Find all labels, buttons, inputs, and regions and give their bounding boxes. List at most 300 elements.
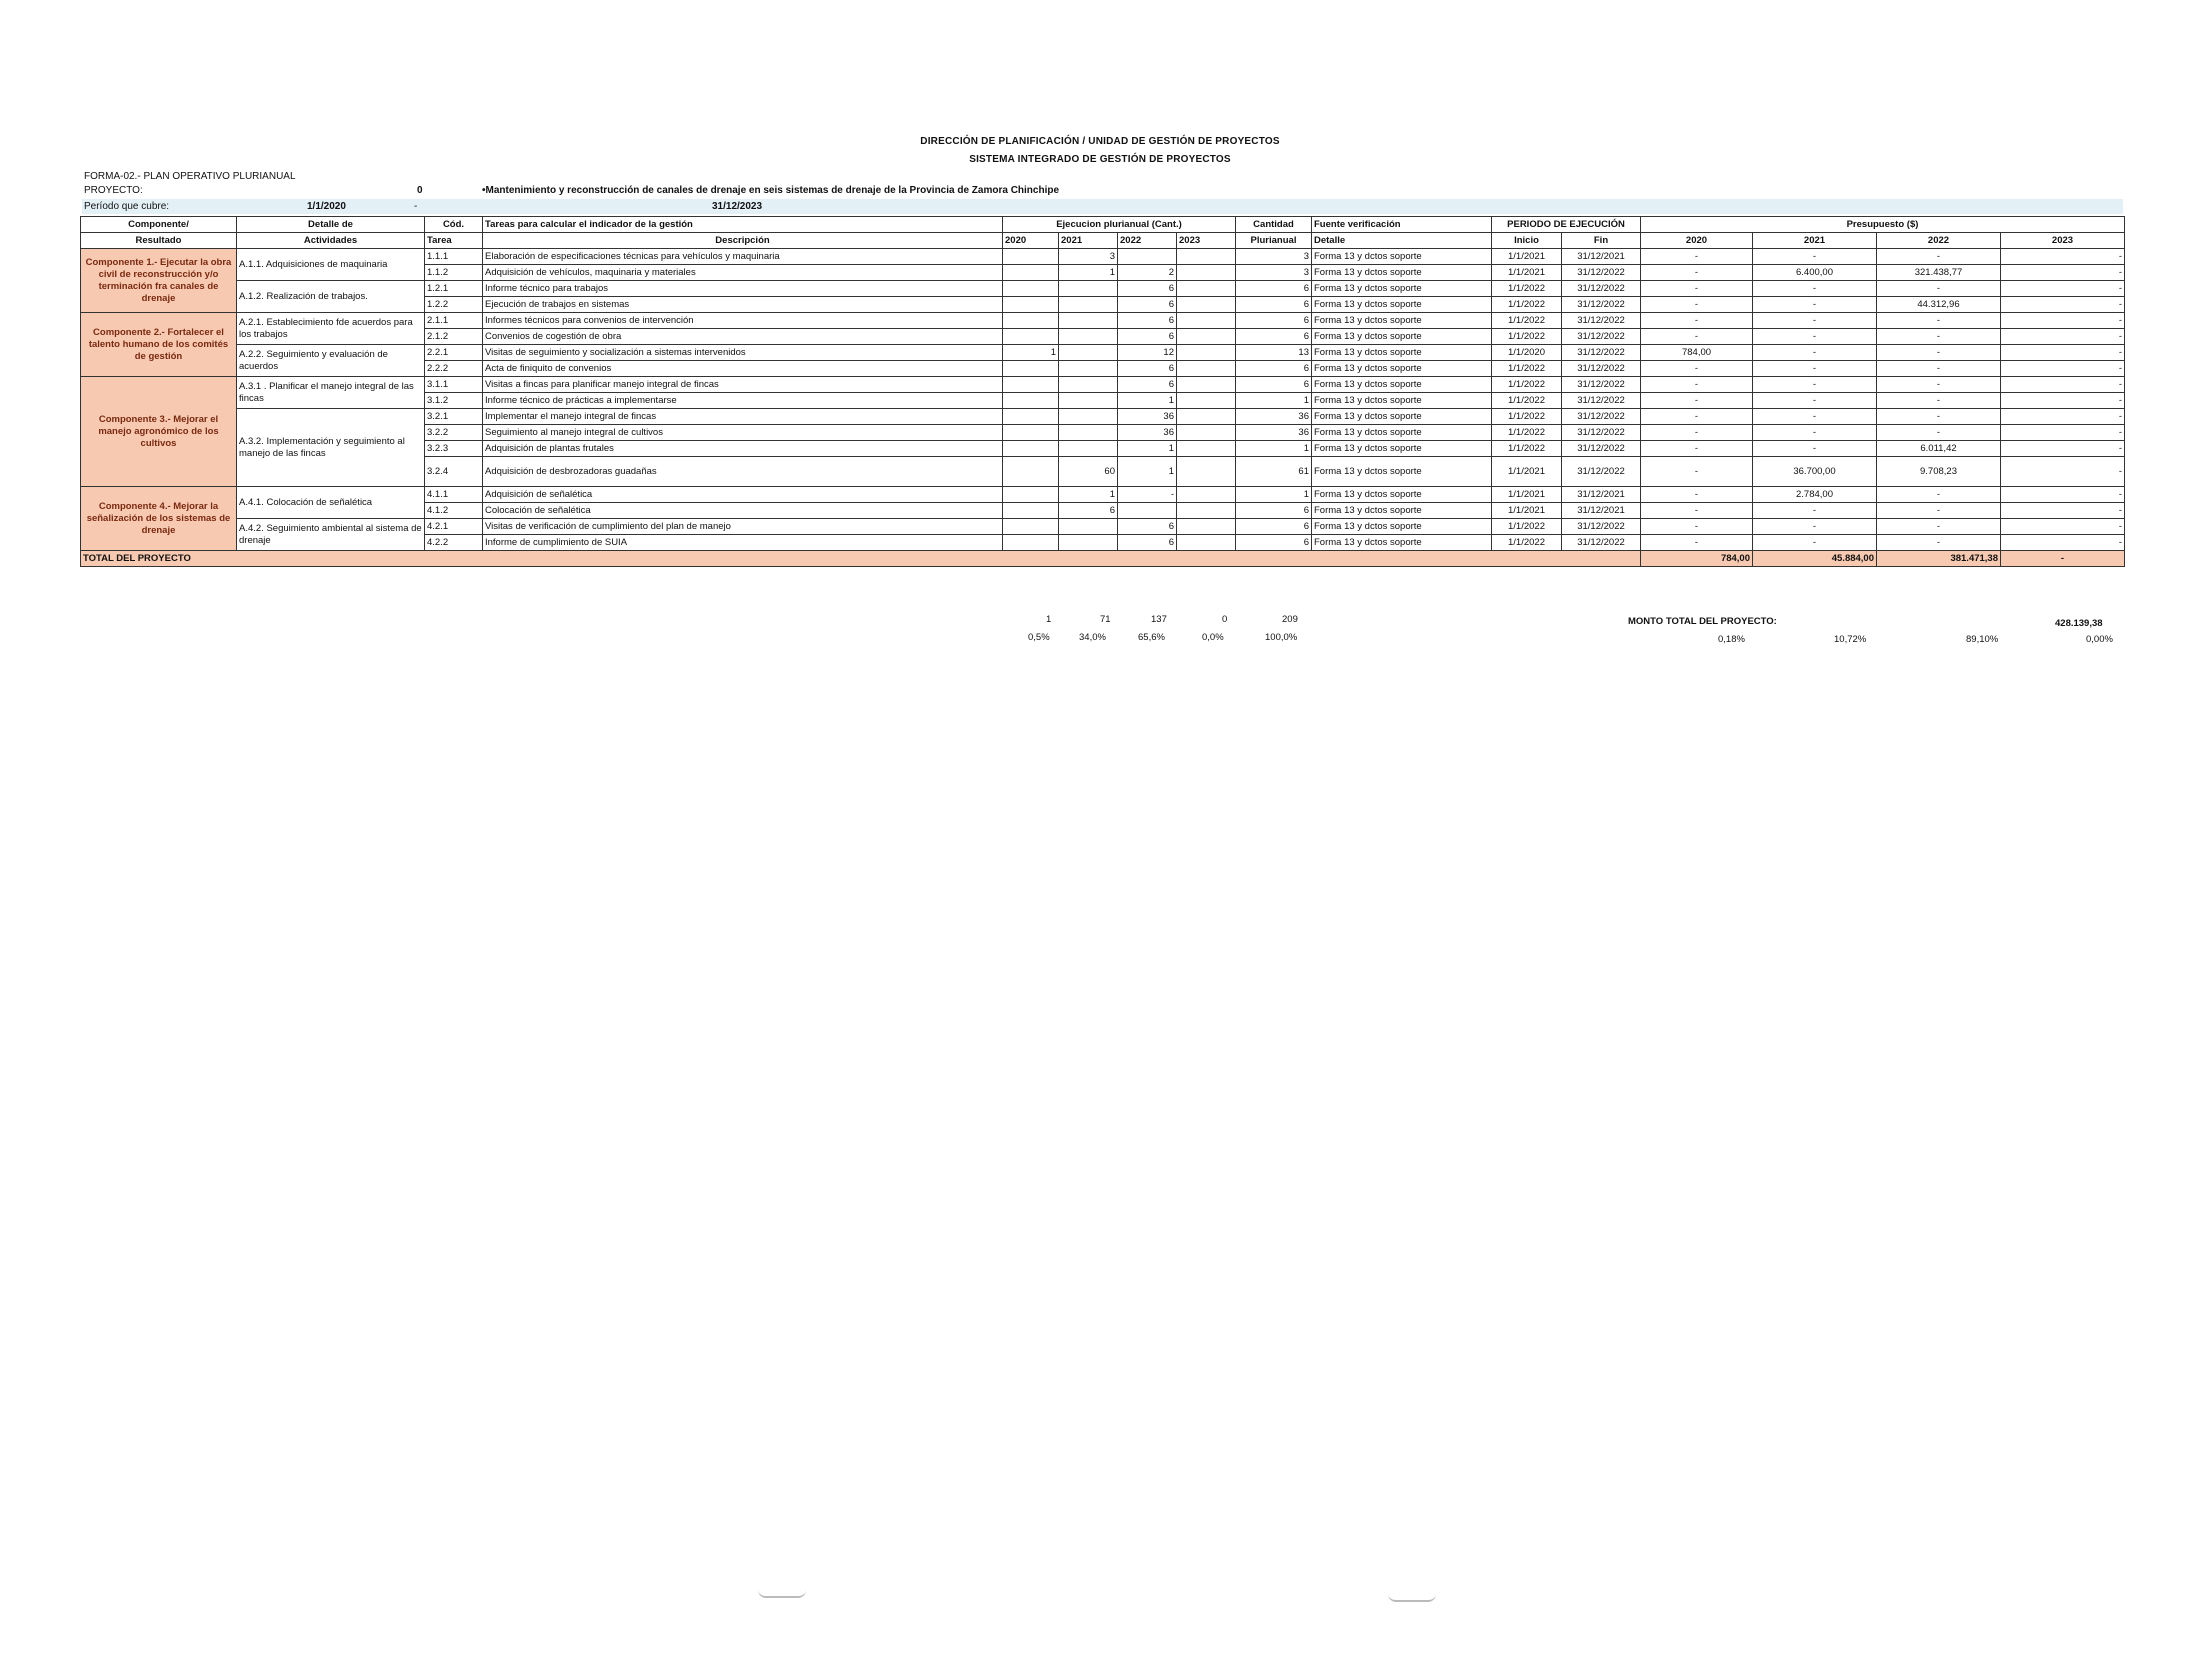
qty-2022: 12: [1118, 345, 1177, 361]
qty-2020: [1003, 393, 1059, 409]
verification-source: Forma 13 y dctos soporte: [1312, 393, 1492, 409]
budget-2020: -: [1641, 409, 1753, 425]
qty-2021: 1: [1059, 265, 1118, 281]
qty-2022: 36: [1118, 409, 1177, 425]
col-q-2021: 2021: [1059, 233, 1118, 249]
component-cell: Componente 2.- Fortalecer el talento humano de los comités de gestión: [81, 313, 237, 377]
col-tareas-title: Tareas para calcular el indicador de la gestión: [483, 217, 1003, 233]
budget-2022: -: [1877, 313, 2001, 329]
pct-q-2022: 65,6%: [1138, 632, 1165, 643]
period-label: Período que cubre:: [84, 201, 170, 212]
budget-2022: -: [1877, 329, 2001, 345]
budget-2020: -: [1641, 281, 1753, 297]
budget-2020: -: [1641, 425, 1753, 441]
operative-plan-table: [80, 216, 2125, 567]
col-q-2022: 2022: [1118, 233, 1177, 249]
verification-source: Forma 13 y dctos soporte: [1312, 329, 1492, 345]
budget-2020: -: [1641, 265, 1753, 281]
qty-2022: 1: [1118, 457, 1177, 487]
qty-total: 3: [1236, 265, 1312, 281]
qty-2021: [1059, 297, 1118, 313]
qty-2020: [1003, 425, 1059, 441]
qty-2020: [1003, 313, 1059, 329]
task-code: 3.2.2: [425, 425, 483, 441]
component-cell: Componente 1.- Ejecutar la obra civil de reconstrucción y/o terminación fra canales de drenaje: [81, 249, 237, 313]
verification-source: Forma 13 y dctos soporte: [1312, 297, 1492, 313]
qty-2020: [1003, 281, 1059, 297]
pct-q-total: 100,0%: [1265, 632, 1298, 643]
budget-2020: -: [1641, 329, 1753, 345]
qty-2022: 6: [1118, 281, 1177, 297]
header-row-2: [81, 233, 2125, 249]
budget-2021: -: [1753, 503, 1877, 519]
start-date: 1/1/2022: [1492, 519, 1562, 535]
verification-source: Forma 13 y dctos soporte: [1312, 519, 1492, 535]
pct-q-2020: 0,5%: [1028, 632, 1050, 643]
total-2023: -: [2001, 551, 2125, 567]
task-description: Elaboración de especificaciones técnicas para vehículos y maquinaria: [483, 249, 1003, 265]
qty-total: 6: [1236, 503, 1312, 519]
task-description: Convenios de cogestión de obra: [483, 329, 1003, 345]
qty-2021: [1059, 377, 1118, 393]
end-date: 31/12/2022: [1562, 457, 1641, 487]
budget-2022: -: [1877, 487, 2001, 503]
budget-2023: -: [2001, 393, 2125, 409]
start-date: 1/1/2022: [1492, 313, 1562, 329]
budget-2022: -: [1877, 345, 2001, 361]
qty-2020: [1003, 487, 1059, 503]
task-description: Visitas a fincas para planificar manejo integral de fincas: [483, 377, 1003, 393]
verification-source: Forma 13 y dctos soporte: [1312, 345, 1492, 361]
col-detalle-fuente: Detalle: [1312, 233, 1492, 249]
col-q-2020: 2020: [1003, 233, 1059, 249]
qty-2022: 6: [1118, 519, 1177, 535]
header-subtitle: SISTEMA INTEGRADO DE GESTIÓN DE PROYECTOS: [969, 154, 1231, 165]
start-date: 1/1/2022: [1492, 297, 1562, 313]
verification-source: Forma 13 y dctos soporte: [1312, 425, 1492, 441]
monto-total-value: 428.139,38: [2055, 618, 2103, 629]
task-code: 3.2.4: [425, 457, 483, 487]
task-description: Adquisición de vehículos, maquinaria y materiales: [483, 265, 1003, 281]
verification-source: Forma 13 y dctos soporte: [1312, 313, 1492, 329]
budget-2022: -: [1877, 519, 2001, 535]
qty-total: 61: [1236, 457, 1312, 487]
budget-2023: -: [2001, 313, 2125, 329]
col-tarea: Tarea: [425, 233, 483, 249]
sum-q-2020: 1: [1046, 614, 1052, 625]
sum-q-2023: 0: [1222, 614, 1228, 625]
budget-2022: -: [1877, 393, 2001, 409]
budget-2021: 36.700,00: [1753, 457, 1877, 487]
budget-2022: 44.312,96: [1877, 297, 2001, 313]
budget-2023: -: [2001, 281, 2125, 297]
col-p-2020: 2020: [1641, 233, 1753, 249]
budget-2021: -: [1753, 441, 1877, 457]
budget-2022: -: [1877, 503, 2001, 519]
project-code: 0: [417, 185, 423, 196]
qty-2021: [1059, 519, 1118, 535]
qty-2023: [1177, 281, 1236, 297]
end-date: 31/12/2022: [1562, 297, 1641, 313]
end-date: 31/12/2022: [1562, 441, 1641, 457]
qty-2021: [1059, 409, 1118, 425]
budget-2023: -: [2001, 297, 2125, 313]
budget-2021: -: [1753, 345, 1877, 361]
budget-2023: -: [2001, 535, 2125, 551]
pct-q-2023: 0,0%: [1202, 632, 1224, 643]
budget-2022: -: [1877, 409, 2001, 425]
total-2022: 381.471,38: [1877, 551, 2001, 567]
period-row: [82, 199, 2123, 214]
budget-2020: -: [1641, 313, 1753, 329]
col-p-2023: 2023: [2001, 233, 2125, 249]
qty-2020: [1003, 249, 1059, 265]
qty-2020: [1003, 377, 1059, 393]
verification-source: Forma 13 y dctos soporte: [1312, 281, 1492, 297]
qty-2020: [1003, 503, 1059, 519]
col-p-2021: 2021: [1753, 233, 1877, 249]
col-ejecucion: Ejecucion plurianual (Cant.): [1003, 217, 1236, 233]
start-date: 1/1/2021: [1492, 249, 1562, 265]
header-title: DIRECCIÓN DE PLANIFICACIÓN / UNIDAD DE GESTIÓN DE PROYECTOS: [920, 136, 1280, 147]
qty-2023: [1177, 361, 1236, 377]
qty-2020: [1003, 265, 1059, 281]
qty-total: 1: [1236, 393, 1312, 409]
end-date: 31/12/2022: [1562, 425, 1641, 441]
qty-2021: [1059, 281, 1118, 297]
budget-2020: -: [1641, 377, 1753, 393]
pct-p-2021: 10,72%: [1834, 634, 1867, 645]
budget-2022: 9.708,23: [1877, 457, 2001, 487]
budget-2021: -: [1753, 393, 1877, 409]
qty-total: 6: [1236, 361, 1312, 377]
qty-total: 6: [1236, 535, 1312, 551]
end-date: 31/12/2022: [1562, 377, 1641, 393]
verification-source: Forma 13 y dctos soporte: [1312, 535, 1492, 551]
activity-cell: A.3.2. Implementación y seguimiento al manejo de las fincas: [237, 409, 425, 487]
end-date: 31/12/2021: [1562, 503, 1641, 519]
qty-total: 6: [1236, 313, 1312, 329]
qty-2023: [1177, 313, 1236, 329]
qty-2023: [1177, 487, 1236, 503]
budget-2021: -: [1753, 249, 1877, 265]
period-separator: -: [414, 201, 418, 212]
budget-2020: -: [1641, 487, 1753, 503]
verification-source: Forma 13 y dctos soporte: [1312, 409, 1492, 425]
budget-2023: -: [2001, 457, 2125, 487]
task-code: 1.1.2: [425, 265, 483, 281]
task-code: 4.1.2: [425, 503, 483, 519]
period-start: 1/1/2020: [307, 201, 346, 212]
task-description: Adquisición de señalética: [483, 487, 1003, 503]
pct-p-2020: 0,18%: [1718, 634, 1745, 645]
task-description: Informes técnicos para convenios de intervención: [483, 313, 1003, 329]
qty-total: 13: [1236, 345, 1312, 361]
end-date: 31/12/2022: [1562, 281, 1641, 297]
qty-2022: 6: [1118, 313, 1177, 329]
task-code: 4.1.1: [425, 487, 483, 503]
col-fuente: Fuente verificación: [1312, 217, 1492, 233]
monto-total-label: MONTO TOTAL DEL PROYECTO:: [1628, 616, 1777, 627]
qty-2020: 1: [1003, 345, 1059, 361]
scan-smudge: [1388, 1594, 1436, 1602]
task-description: Adquisición de desbrozadoras guadañas: [483, 457, 1003, 487]
task-code: 2.1.1: [425, 313, 483, 329]
activity-cell: A.4.2. Seguimiento ambiental al sistema de drenaje: [237, 519, 425, 551]
pct-q-2021: 34,0%: [1079, 632, 1106, 643]
task-description: Visitas de seguimiento y socialización a sistemas intervenidos: [483, 345, 1003, 361]
col-actividades: Actividades: [237, 233, 425, 249]
budget-2021: -: [1753, 361, 1877, 377]
col-plurianual: Plurianual: [1236, 233, 1312, 249]
table-row: [81, 345, 2125, 361]
qty-2022: 6: [1118, 377, 1177, 393]
qty-2022: [1118, 249, 1177, 265]
task-code: 1.1.1: [425, 249, 483, 265]
total-2020: 784,00: [1641, 551, 1753, 567]
budget-2022: -: [1877, 535, 2001, 551]
pct-p-2023: 0,00%: [2086, 634, 2113, 645]
end-date: 31/12/2022: [1562, 535, 1641, 551]
qty-total: 36: [1236, 425, 1312, 441]
start-date: 1/1/2022: [1492, 281, 1562, 297]
start-date: 1/1/2022: [1492, 329, 1562, 345]
qty-2023: [1177, 457, 1236, 487]
qty-2020: [1003, 297, 1059, 313]
col-presupuesto: Presupuesto ($): [1641, 217, 2125, 233]
sum-q-2022: 137: [1151, 614, 1167, 625]
qty-total: 36: [1236, 409, 1312, 425]
start-date: 1/1/2022: [1492, 377, 1562, 393]
sum-q-2021: 71: [1100, 614, 1111, 625]
budget-2023: -: [2001, 345, 2125, 361]
budget-2020: -: [1641, 457, 1753, 487]
table-row: [81, 281, 2125, 297]
qty-2022: -: [1118, 487, 1177, 503]
qty-2021: [1059, 441, 1118, 457]
end-date: 31/12/2022: [1562, 361, 1641, 377]
end-date: 31/12/2021: [1562, 249, 1641, 265]
budget-2022: -: [1877, 361, 2001, 377]
end-date: 31/12/2022: [1562, 329, 1641, 345]
qty-total: 6: [1236, 519, 1312, 535]
project-label: PROYECTO:: [84, 185, 143, 196]
task-description: Seguimiento al manejo integral de cultivos: [483, 425, 1003, 441]
task-description: Visitas de verificación de cumplimiento del plan de manejo: [483, 519, 1003, 535]
start-date: 1/1/2020: [1492, 345, 1562, 361]
qty-2023: [1177, 503, 1236, 519]
budget-2022: 321.438,77: [1877, 265, 2001, 281]
start-date: 1/1/2021: [1492, 457, 1562, 487]
qty-2023: [1177, 377, 1236, 393]
qty-total: 1: [1236, 487, 1312, 503]
total-row: [81, 551, 2125, 567]
task-description: Ejecución de trabajos en sistemas: [483, 297, 1003, 313]
qty-total: 6: [1236, 329, 1312, 345]
budget-2022: -: [1877, 281, 2001, 297]
header-row-1: [81, 217, 2125, 233]
activity-cell: A.4.1. Colocación de señalética: [237, 487, 425, 519]
end-date: 31/12/2022: [1562, 265, 1641, 281]
verification-source: Forma 13 y dctos soporte: [1312, 361, 1492, 377]
col-p-2022: 2022: [1877, 233, 2001, 249]
verification-source: Forma 13 y dctos soporte: [1312, 487, 1492, 503]
budget-2023: -: [2001, 409, 2125, 425]
end-date: 31/12/2022: [1562, 313, 1641, 329]
col-fin: Fin: [1562, 233, 1641, 249]
component-cell: Componente 3.- Mejorar el manejo agronómico de los cultivos: [81, 377, 237, 487]
qty-2021: 6: [1059, 503, 1118, 519]
qty-2020: [1003, 441, 1059, 457]
end-date: 31/12/2022: [1562, 345, 1641, 361]
col-periodo: PERIODO DE EJECUCIÓN: [1492, 217, 1641, 233]
qty-2020: [1003, 409, 1059, 425]
task-description: Informe técnico de prácticas a implementarse: [483, 393, 1003, 409]
budget-2023: -: [2001, 519, 2125, 535]
budget-2023: -: [2001, 361, 2125, 377]
budget-2020: -: [1641, 249, 1753, 265]
task-description: Colocación de señalética: [483, 503, 1003, 519]
qty-2021: [1059, 361, 1118, 377]
qty-2023: [1177, 265, 1236, 281]
task-code: 2.2.2: [425, 361, 483, 377]
budget-2021: -: [1753, 409, 1877, 425]
budget-2021: -: [1753, 281, 1877, 297]
budget-2023: -: [2001, 441, 2125, 457]
project-name: •Mantenimiento y reconstrucción de canales de drenaje en seis sistemas de drenaje de la Provincia de Zamora Chinchipe: [482, 185, 1060, 196]
col-inicio: Inicio: [1492, 233, 1562, 249]
table-row: [81, 313, 2125, 329]
start-date: 1/1/2022: [1492, 535, 1562, 551]
qty-2021: [1059, 345, 1118, 361]
budget-2020: -: [1641, 361, 1753, 377]
start-date: 1/1/2021: [1492, 503, 1562, 519]
task-code: 3.1.1: [425, 377, 483, 393]
qty-2023: [1177, 249, 1236, 265]
end-date: 31/12/2022: [1562, 409, 1641, 425]
qty-2023: [1177, 425, 1236, 441]
budget-2022: 6.011,42: [1877, 441, 2001, 457]
qty-2023: [1177, 329, 1236, 345]
col-cod: Cód.: [425, 217, 483, 233]
qty-2020: [1003, 361, 1059, 377]
verification-source: Forma 13 y dctos soporte: [1312, 441, 1492, 457]
task-description: Adquisición de plantas frutales: [483, 441, 1003, 457]
budget-2023: -: [2001, 503, 2125, 519]
task-code: 2.2.1: [425, 345, 483, 361]
start-date: 1/1/2022: [1492, 361, 1562, 377]
col-resultado: Resultado: [81, 233, 237, 249]
table-row: [81, 409, 2125, 425]
qty-2021: 3: [1059, 249, 1118, 265]
qty-2020: [1003, 457, 1059, 487]
verification-source: Forma 13 y dctos soporte: [1312, 249, 1492, 265]
total-label: TOTAL DEL PROYECTO: [81, 551, 1641, 567]
table-row: [81, 487, 2125, 503]
budget-2023: -: [2001, 249, 2125, 265]
budget-2020: -: [1641, 535, 1753, 551]
budget-2020: -: [1641, 441, 1753, 457]
budget-2022: -: [1877, 425, 2001, 441]
start-date: 1/1/2021: [1492, 265, 1562, 281]
budget-2021: -: [1753, 377, 1877, 393]
task-description: Informe de cumplimiento de SUIA: [483, 535, 1003, 551]
qty-2022: 36: [1118, 425, 1177, 441]
qty-2021: [1059, 425, 1118, 441]
project-row: [82, 183, 2123, 199]
qty-2022: 1: [1118, 393, 1177, 409]
start-date: 1/1/2021: [1492, 487, 1562, 503]
budget-2023: -: [2001, 377, 2125, 393]
table-row: [81, 377, 2125, 393]
budget-2021: -: [1753, 535, 1877, 551]
qty-2023: [1177, 535, 1236, 551]
table-row: [81, 519, 2125, 535]
verification-source: Forma 13 y dctos soporte: [1312, 265, 1492, 281]
activity-cell: A.2.1. Establecimiento fde acuerdos para los trabajos: [237, 313, 425, 345]
start-date: 1/1/2022: [1492, 393, 1562, 409]
qty-2021: [1059, 313, 1118, 329]
budget-2020: -: [1641, 393, 1753, 409]
budget-2021: -: [1753, 519, 1877, 535]
sum-q-total: 209: [1282, 614, 1298, 625]
task-description: Implementar el manejo integral de fincas: [483, 409, 1003, 425]
task-description: Acta de finiquito de convenios: [483, 361, 1003, 377]
budget-2021: -: [1753, 297, 1877, 313]
end-date: 31/12/2022: [1562, 393, 1641, 409]
task-code: 1.2.1: [425, 281, 483, 297]
scan-smudge: [758, 1590, 806, 1598]
budget-2023: -: [2001, 425, 2125, 441]
col-cantidad: Cantidad: [1236, 217, 1312, 233]
total-2021: 45.884,00: [1753, 551, 1877, 567]
budget-2022: -: [1877, 249, 2001, 265]
budget-2021: -: [1753, 329, 1877, 345]
budget-2021: 2.784,00: [1753, 487, 1877, 503]
qty-2022: 6: [1118, 535, 1177, 551]
verification-source: Forma 13 y dctos soporte: [1312, 377, 1492, 393]
budget-2021: 6.400,00: [1753, 265, 1877, 281]
qty-2021: [1059, 329, 1118, 345]
budget-2022: -: [1877, 377, 2001, 393]
budget-2020: -: [1641, 503, 1753, 519]
budget-2023: -: [2001, 329, 2125, 345]
table-row: [81, 249, 2125, 265]
activity-cell: A.2.2. Seguimiento y evaluación de acuerdos: [237, 345, 425, 377]
qty-2022: 1: [1118, 441, 1177, 457]
qty-total: 6: [1236, 281, 1312, 297]
qty-2022: 6: [1118, 329, 1177, 345]
verification-source: Forma 13 y dctos soporte: [1312, 503, 1492, 519]
col-detalle: Detalle de: [237, 217, 425, 233]
budget-2023: -: [2001, 265, 2125, 281]
start-date: 1/1/2022: [1492, 409, 1562, 425]
task-description: Informe técnico para trabajos: [483, 281, 1003, 297]
period-end: 31/12/2023: [712, 201, 763, 212]
qty-2022: 6: [1118, 297, 1177, 313]
qty-2021: 1: [1059, 487, 1118, 503]
qty-2022: [1118, 503, 1177, 519]
budget-2020: -: [1641, 297, 1753, 313]
activity-cell: A.3.1 . Planificar el manejo integral de las fincas: [237, 377, 425, 409]
component-cell: Componente 4.- Mejorar la señalización de los sistemas de drenaje: [81, 487, 237, 551]
budget-2020: -: [1641, 519, 1753, 535]
task-code: 4.2.2: [425, 535, 483, 551]
qty-2022: 6: [1118, 361, 1177, 377]
qty-2023: [1177, 297, 1236, 313]
task-code: 2.1.2: [425, 329, 483, 345]
qty-2023: [1177, 441, 1236, 457]
